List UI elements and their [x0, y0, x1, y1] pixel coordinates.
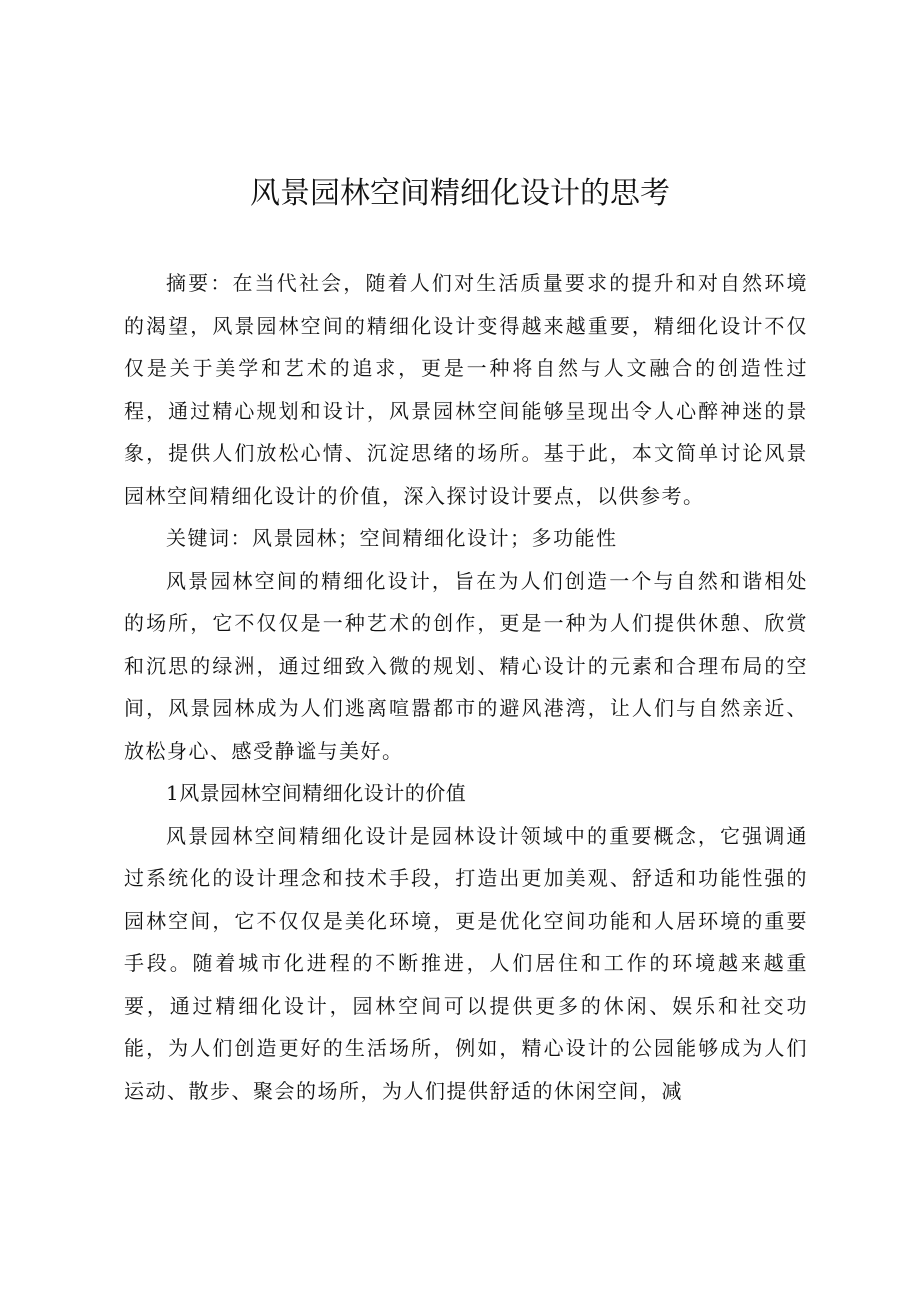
- document-body: [124, 262, 808, 1112]
- intro-paragraph: 风景园林空间的精细化设计，旨在为人们创造一个与自然和谐相处的场所，它不仅仅是一种艺术的创作，更是一种为人们提供休憩、欣赏和沉思的绿洲，通过细致入微的规划、精心设计的元素和合理布局的空间，风景园林成为人们逃离喧嚣都市的避风港湾，让人们与自然亲近、放松身心、感受静谧与美好。: [124, 568, 808, 763]
- section-heading: 1风景园林空间精细化设计的价值: [166, 781, 467, 805]
- abstract-paragraph: 摘要：在当代社会，随着人们对生活质量要求的提升和对自然环境的渴望，风景园林空间的精细化设计变得越来越重要，精细化设计不仅仅是关于美学和艺术的追求，更是一种将自然与人文融合的创造性过程，通过精心规划和设计，风景园林空间能够呈现出令人心醉神迷的景象，提供人们放松心情、沉淀思绪的场所。基于此，本文简单讨论风景园林空间精细化设计的价值，深入探讨设计要点，以供参考。: [124, 271, 808, 508]
- document-title: 风景园林空间精细化设计的思考: [250, 176, 670, 211]
- section-paragraph: 风景园林空间精细化设计是园林设计领域中的重要概念，它强调通过系统化的设计理念和技术手段，打造出更加美观、舒适和功能性强的园林空间，它不仅仅是美化环境，更是优化空间功能和人居环境的重要手段。随着城市化进程的不断推进，人们居住和工作的环境越来越重要，通过精细化设计，园林空间可以提供更多的休闲、娱乐和社交功能，为人们创造更好的生活场所，例如，精心设计的公园能够成为人们运动、散步、聚会的场所，为人们提供舒适的休闲空间，减: [124, 823, 808, 1103]
- keywords-line: 关键词：风景园林；空间精细化设计；多功能性: [166, 526, 618, 550]
